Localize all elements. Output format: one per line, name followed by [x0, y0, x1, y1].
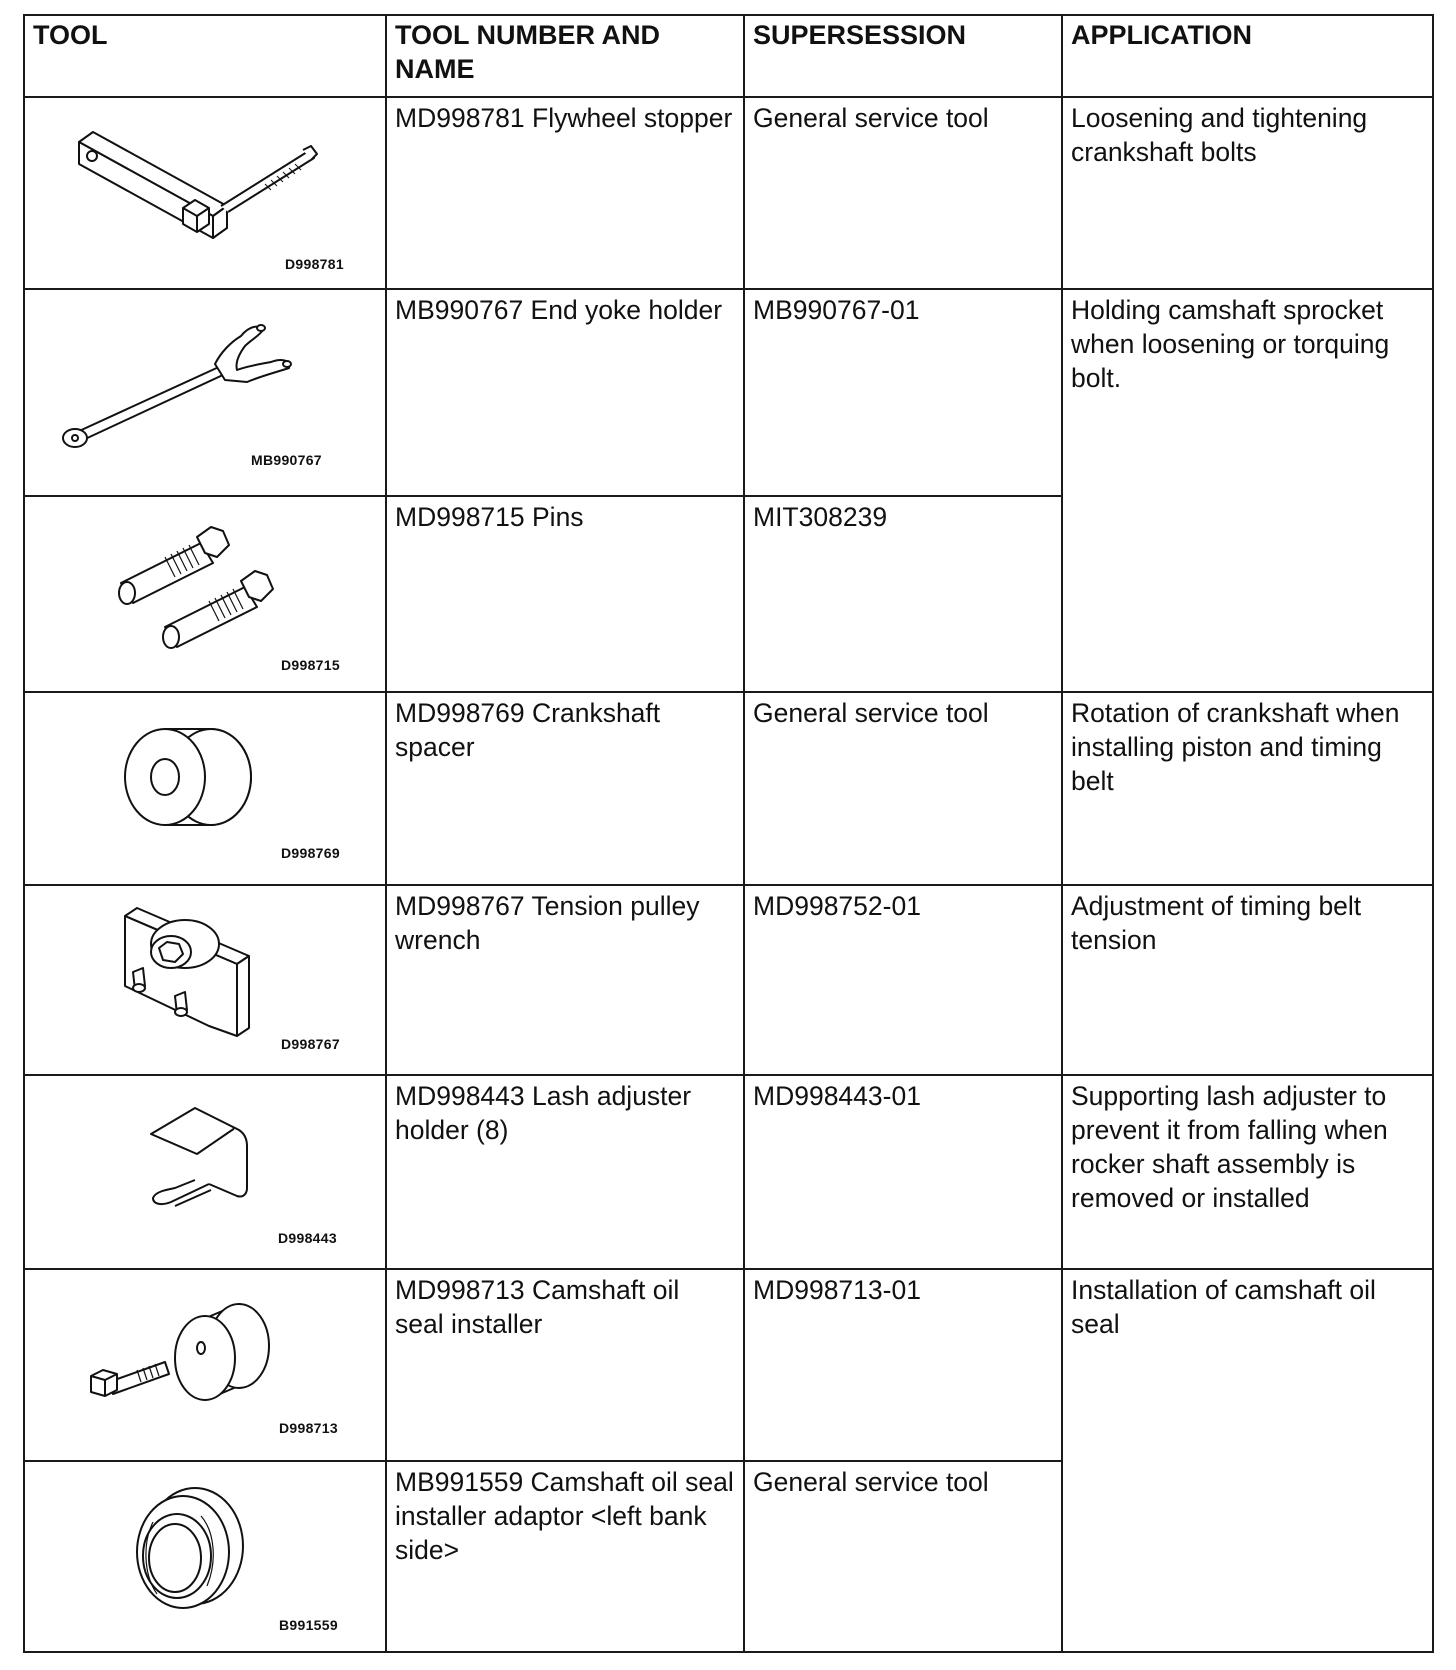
supersession-cell: General service tool — [744, 1461, 1062, 1652]
supersession-cell: MD998752-01 — [744, 885, 1062, 1075]
tool-number-name-cell: MB990767 End yoke holder — [386, 289, 744, 496]
tool-number-name-cell: MD998769 Crankshaft spacer — [386, 692, 744, 885]
supersession-cell: General service tool — [744, 97, 1062, 289]
application-cell: Installation of camshaft oil seal — [1062, 1269, 1433, 1652]
tool-image-cell — [24, 1269, 386, 1461]
tool-number-name-cell: MD998443 Lash adjuster holder (8) — [386, 1075, 744, 1269]
table-row — [24, 1075, 1433, 1269]
supersession-cell: MB990767-01 — [744, 289, 1062, 496]
tool-code-label: D998715 — [281, 657, 340, 673]
tool-image-cell — [24, 1075, 386, 1269]
tool-image-cell — [24, 1461, 386, 1652]
tool-image-cell — [24, 885, 386, 1075]
tool-code-label: D998443 — [278, 1230, 337, 1246]
tool-image-cell — [24, 289, 386, 496]
table-row — [24, 692, 1433, 885]
application-cell: Rotation of crankshaft when installing piston and timing belt — [1062, 692, 1433, 885]
header-application: APPLICATION — [1062, 15, 1433, 97]
tool-code-label: MB990767 — [251, 452, 322, 468]
tool-number-name-cell: MB991559 Camshaft oil seal installer adaptor <left bank side> — [386, 1461, 744, 1652]
tool-image-cell — [24, 496, 386, 692]
tool-code-label: B991559 — [279, 1617, 338, 1633]
header-tool: TOOL — [24, 15, 386, 97]
application-cell: Loosening and tightening crankshaft bolts — [1062, 97, 1433, 289]
table-row — [24, 1269, 1433, 1461]
application-cell: Holding camshaft sprocket when loosening or torquing bolt. — [1062, 289, 1433, 692]
tool-number-name-cell: MD998715 Pins — [386, 496, 744, 692]
tool-number-name-cell: MD998767 Tension pulley wrench — [386, 885, 744, 1075]
supersession-cell: General service tool — [744, 692, 1062, 885]
special-tools-table — [23, 14, 1434, 1653]
end-yoke-holder-icon — [25, 290, 385, 495]
tool-number-name-cell: MD998713 Camshaft oil seal installer — [386, 1269, 744, 1461]
supersession-cell: MIT308239 — [744, 496, 1062, 692]
tool-code-label: D998781 — [285, 256, 344, 272]
table-row — [24, 97, 1433, 289]
header-tool-number-name: TOOL NUMBER AND NAME — [386, 15, 744, 97]
tool-code-label: D998769 — [281, 845, 340, 861]
tool-image-cell — [24, 97, 386, 289]
supersession-cell: MD998443-01 — [744, 1075, 1062, 1269]
table-row — [24, 289, 1433, 496]
tool-code-label: D998713 — [279, 1420, 338, 1436]
header-supersession: SUPERSESSION — [744, 15, 1062, 97]
application-cell: Adjustment of timing belt tension — [1062, 885, 1433, 1075]
tool-image-cell — [24, 692, 386, 885]
supersession-cell: MD998713-01 — [744, 1269, 1062, 1461]
application-cell: Supporting lash adjuster to prevent it from falling when rocker shaft assembly is removed or installed — [1062, 1075, 1433, 1269]
table-row — [24, 885, 1433, 1075]
tool-code-label: D998767 — [281, 1036, 340, 1052]
header-row — [24, 15, 1433, 97]
tool-number-name-cell: MD998781 Flywheel stopper — [386, 97, 744, 289]
